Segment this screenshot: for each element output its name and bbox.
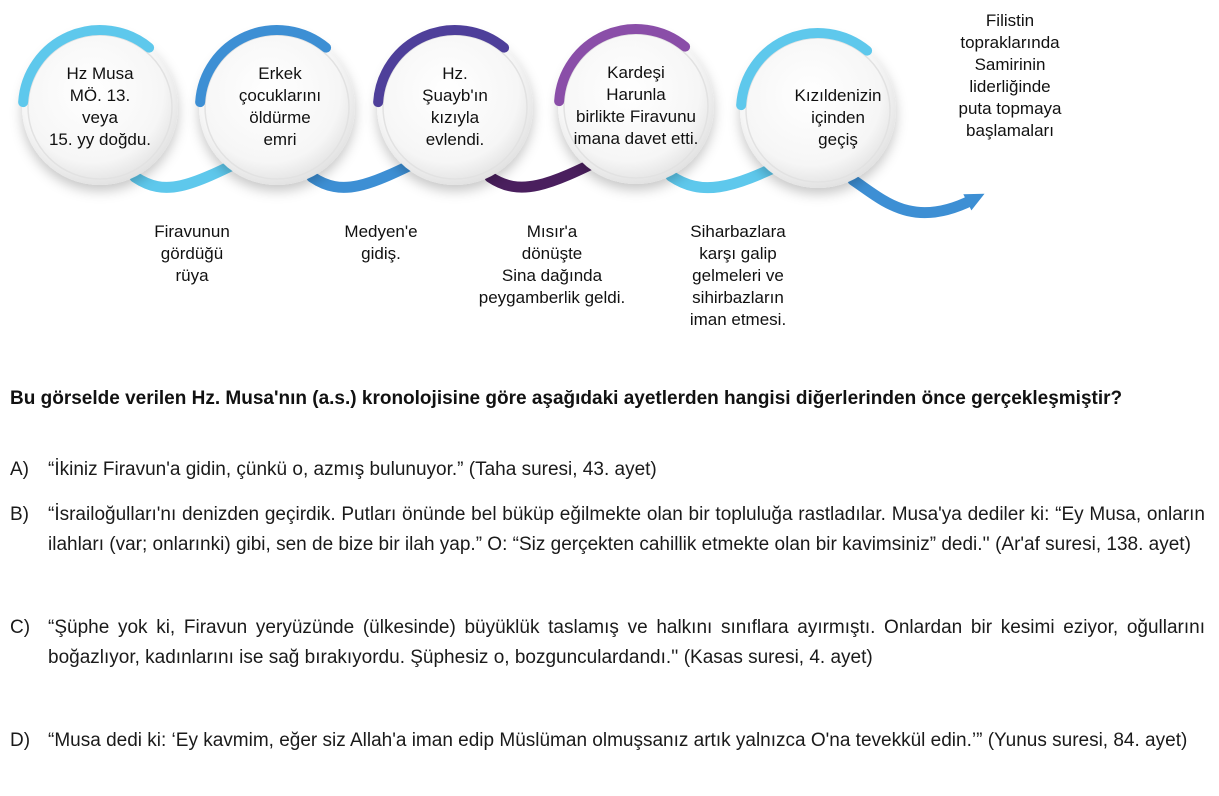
- option-b[interactable]: [10, 500, 1205, 560]
- option-c-text: “Şüphe yok ki, Firavun yeryüzünde (ülkesinde) büyüklük taslamış ve halkını sınıflara ayırmıştı. Onlardan bir kesimi eziyor, oğullarını boğazlıyor, kadınlarını ise sağ bırakıyordu. Şüphesiz o, bozgunculardandı.'' (Kasas suresi, 4. ayet): [48, 617, 1205, 668]
- option-a-text: “İkiniz Firavun'a gidin, çünkü o, azmış bulunuyor.” (Taha suresi, 43. ayet): [48, 459, 657, 480]
- option-a[interactable]: [10, 455, 1205, 485]
- question-text: Bu görselde verilen Hz. Musa'nın (a.s.) kronolojisine göre aşağıdaki ayetlerden hangisi diğerlerinden önce gerçekleşmiştir?: [10, 388, 1123, 409]
- option-b-letter: B): [10, 504, 29, 525]
- option-d-letter: D): [10, 730, 31, 751]
- option-d[interactable]: [10, 726, 1205, 756]
- chronology-diagram: [0, 0, 1219, 350]
- option-b-text: “İsrailoğulları'nı denizden geçirdik. Putları önünde bel büküp eğilmekte olan bir topluluğa rastladılar. Musa'ya dediler ki: “Ey Musa, onların ilahları (var; onlarınki) gibi, sen de bize bir ilah yap.” O: “Siz gerçekten cahillik etmekte olan bir kavimsiniz” dedi.'' (Ar'af suresi, 138. ayet): [48, 504, 1205, 555]
- connector-5: [853, 180, 972, 213]
- step-3-text: Hz. Şuayb'ın kızıyla evlendi.: [422, 64, 488, 149]
- step-1-text: Hz Musa MÖ. 13. veya 15. yy doğdu.: [48, 64, 152, 149]
- option-c-letter: C): [10, 617, 31, 638]
- between-text-4: Siharbazlara karşı galip gelmeleri ve sihirbazların iman etmesi.: [689, 222, 787, 329]
- final-step-text: Filistin topraklarında Samirinin liderliğinde puta topmaya başlamaları: [958, 11, 1062, 140]
- step-5-text: Kızıldenizin içinden geçiş: [794, 86, 882, 149]
- between-text-2: Medyen'e gidiş.: [344, 222, 418, 263]
- between-text-1: Firavunun gördüğü rüya: [154, 222, 230, 285]
- option-a-letter: A): [10, 459, 29, 480]
- option-d-text: “Musa dedi ki: ‘Ey kavmim, eğer siz Allah'a iman edip Müslüman olmuşsanız artık yalnızca O'na tevekkül edin.’” (Yunus suresi, 84. ayet): [48, 730, 1188, 751]
- between-text-3: Mısır'a dönüşte Sina dağında peygamberlik geldi.: [478, 222, 626, 307]
- step-2-text: Erkek çocuklarını öldürme emri: [238, 64, 322, 149]
- option-c[interactable]: [10, 613, 1205, 673]
- step-4-text: Kardeşi Harunla birlikte Firavunu imana davet etti.: [573, 63, 699, 148]
